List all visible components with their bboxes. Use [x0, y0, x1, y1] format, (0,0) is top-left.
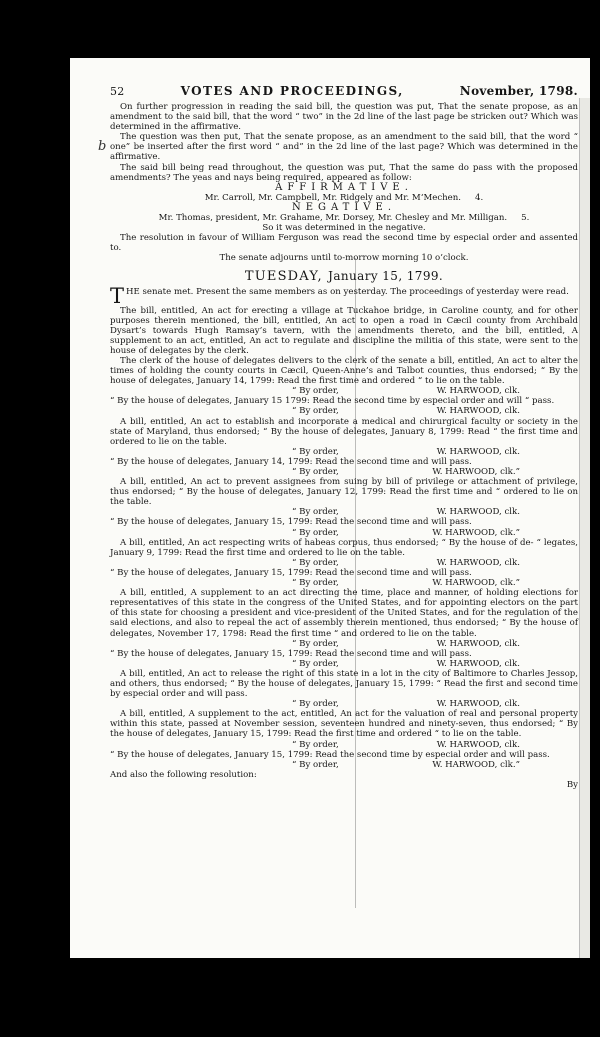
- by-order: “ By order,: [292, 739, 339, 750]
- by-order: “ By order,: [292, 699, 339, 710]
- paragraph: The said bill being read throughout, the question was put, That the same do pass with the proposed amendments? The yeas and nays being required, appeared as follow:: [110, 162, 578, 183]
- endorsement: “ By the house of delegates, January 15, 1799: Read the second time by especial order and will pass.: [110, 749, 550, 760]
- signature-line: [110, 406, 578, 416]
- day-date: January 15, 1799.: [328, 268, 444, 283]
- clerk-name: W. HARWOOD, clk.: [436, 557, 520, 568]
- clerk-name: W. HARWOOD, clk.: [436, 658, 520, 669]
- signature-line: [110, 447, 578, 457]
- clerk-name: W. HARWOOD, clk.: [436, 739, 520, 750]
- document-page: [70, 58, 590, 958]
- by-order: “ By order,: [292, 467, 339, 477]
- clerk-name: W. HARWOOD, clk.: [436, 507, 520, 518]
- paragraph: The question was then put, That the senate propose, as an amendment to the said bill, that the word “ one” be inserted after the first word “ and” in the 2d line of the last page? Which was determined in the affirmative.: [110, 132, 578, 163]
- by-order: “ By order,: [292, 527, 339, 538]
- by-order: “ By order,: [292, 557, 339, 568]
- page-content: [98, 84, 578, 790]
- paragraph: On further progression in reading the said bill, the question was put, That the senate propose, as an amendment to the said bill, that the word “ two” in the 2d line of the last page be stricken out? Which was determined in the affirmative.: [110, 102, 578, 133]
- affirmative-names: Mr. Carroll, Mr. Campbell, Mr. Ridgely and Mr. M‘Mechen.: [204, 192, 462, 203]
- signature-line: [110, 578, 578, 588]
- negative-tally: [110, 213, 578, 223]
- paragraph: The resolution in favour of William Ferguson was read the second time by especial order and assented to.: [110, 233, 578, 254]
- page-edge: [579, 98, 590, 958]
- paragraph: The clerk of the house of delegates delivers to the clerk of the senate a bill, entitled, An act to alter the times of holding the county courts in Cæcil, Queen-Anne’s and Talbot counties, thus endorsed; “ By the house of delegates, January 14, 1799: Read the first time and ordered “ to lie on the table.: [110, 355, 578, 387]
- margin-mark: b: [98, 139, 107, 154]
- endorsement: “ By the house of delegates, January 15, 1799: Read the second time and will pass.: [110, 648, 472, 659]
- adjournment: The senate adjourns until to-morrow morning 10 o’clock.: [219, 253, 469, 264]
- signature-line: [110, 528, 578, 538]
- bill-paragraph: A bill, entitled, An act to release the right of this state in a lot in the city of Baltimore to Charles Jessop, and others, thus endorsed; “ By the house of delegates, January 15, 1799: “ Read the first and second time by especial order and will pass.: [110, 668, 578, 700]
- drop-cap: T: [110, 283, 125, 308]
- vote-result: So it was determined in the negative.: [262, 223, 426, 234]
- negative-count: 5.: [521, 213, 530, 224]
- closing-line: And also the following resolution:: [110, 769, 257, 780]
- signature-line: [110, 467, 578, 477]
- day-opening-text: HE senate met. Present the same members as on yesterday. The proceedings of yesterday were read.: [126, 286, 569, 297]
- signature-line: [110, 507, 578, 517]
- catchword: By: [566, 779, 578, 790]
- by-order: “ By order,: [292, 578, 339, 589]
- endorsement: “ By the house of delegates, January 15 1799: Read the second time by especial order and will “ pass.: [110, 396, 555, 407]
- clerk-name: W. HARWOOD, clk.”: [432, 759, 520, 770]
- day-heading: [110, 268, 578, 285]
- endorsement: “ By the house of delegates, January 15, 1799: Read the second time and will pass.: [110, 517, 472, 528]
- clerk-name: W. HARWOOD, clk.: [436, 638, 520, 649]
- negative-names: Mr. Thomas, president, Mr. Grahame, Mr. Dorsey, Mr. Chesley and Mr. Milligan.: [158, 213, 508, 224]
- by-order: “ By order,: [292, 658, 339, 669]
- signature-line: [110, 639, 578, 649]
- clerk-name: W. HARWOOD, clk.: [436, 386, 520, 397]
- bill-paragraph: A bill, entitled, An act respecting writs of habeas corpus, thus endorsed; “ By the house of de- “ legates, January 9, 1799: Read the first time and ordered to lie on the table.: [110, 537, 578, 558]
- paragraph: The bill, entitled, An act for erecting a village at Tuckahoe bridge, in Caroline county, and for other purposes therein mentioned, the bill, entitled, An act to open a road in Cæcil county from Archibald Dysart’s towards Hugh Ramsay’s tavern, with the amendments thereto, and the bill, entitled, A supplement to an act, entitled, An act to regulate and discipline the militia of this state, were sent to the house of delegates by the clerk.: [110, 305, 578, 356]
- clerk-name: W. HARWOOD, clk.”: [432, 527, 520, 538]
- by-order: “ By order,: [292, 507, 339, 518]
- endorsement: “ By the house of delegates, January 15, 1799: Read the second time and will pass.: [110, 567, 472, 578]
- by-order: “ By order,: [292, 759, 339, 770]
- clerk-name: W. HARWOOD, clk.”: [432, 467, 520, 477]
- page-number: 52: [110, 85, 125, 98]
- bill-paragraph: A bill, entitled, An act to prevent assignees from suing by bill of privilege or attachment of privilege, thus endorsed; “ By the house of delegates, January 12, 1799: Read the first time and “ ordered to lie on the table.: [110, 477, 578, 508]
- affirmative-heading: AFFIRMATIVE.: [275, 181, 413, 193]
- signature-line: [110, 740, 578, 750]
- endorsement: “ By the house of delegates, January 14, 1799: Read the second time and will pass.: [110, 456, 472, 467]
- clerk-name: W. HARWOOD, clk.: [436, 699, 520, 710]
- by-order: “ By order,: [292, 446, 339, 457]
- day-name: TUESDAY,: [244, 268, 323, 284]
- bill-paragraph: A bill, entitled, A supplement to an act directing the time, place and manner, of holding elections for representatives of this state in the congress of the United States, and for appointing electors on the part of this state for choosing a president and vice-president of the United States, and for the regulation of the said elections, and also to repeal the act of assembly therein mentioned, thus endorsed; “ By the house of delegates, November 17, 1798: Read the first time “ and ordered to lie on the table.: [110, 588, 578, 639]
- signature-line: [110, 659, 578, 669]
- by-order: “ By order,: [292, 386, 339, 397]
- clerk-name: W. HARWOOD, clk.: [436, 446, 520, 457]
- by-order: “ By order,: [292, 406, 339, 417]
- signature-line: [110, 386, 578, 396]
- day-opening: [110, 283, 578, 308]
- signature-line: [110, 699, 578, 709]
- running-title: VOTES AND PROCEEDINGS,: [180, 84, 404, 98]
- signature-line: [110, 558, 578, 568]
- entries: [110, 386, 578, 739]
- by-order: “ By order,: [292, 638, 339, 649]
- signature-line: [110, 760, 578, 770]
- clerk-name: W. HARWOOD, clk.”: [432, 578, 520, 589]
- header-date: November, 1798.: [459, 84, 578, 98]
- negative-heading: NEGATIVE.: [291, 201, 397, 213]
- bill-paragraph: A bill, entitled, An act to establish and incorporate a medical and chirurgical faculty or society in the state of Maryland, thus endorsed; “ By the house of delegates, January 8, 1799: Read “ the first time and ordered to lie on the table.: [110, 416, 578, 447]
- bill-paragraph: A bill, entitled, A supplement to the act, entitled, An act for the valuation of real and personal property within this state, passed at November session, seventeen hundred and ninety-seven, thus endorsed; “ By the house of delegates, January 15, 1799: Read the first time and ordered “ to lie on the table.: [110, 709, 578, 740]
- affirmative-count: 4.: [475, 192, 484, 203]
- clerk-name: W. HARWOOD, clk.: [436, 406, 520, 417]
- running-header: [110, 84, 578, 99]
